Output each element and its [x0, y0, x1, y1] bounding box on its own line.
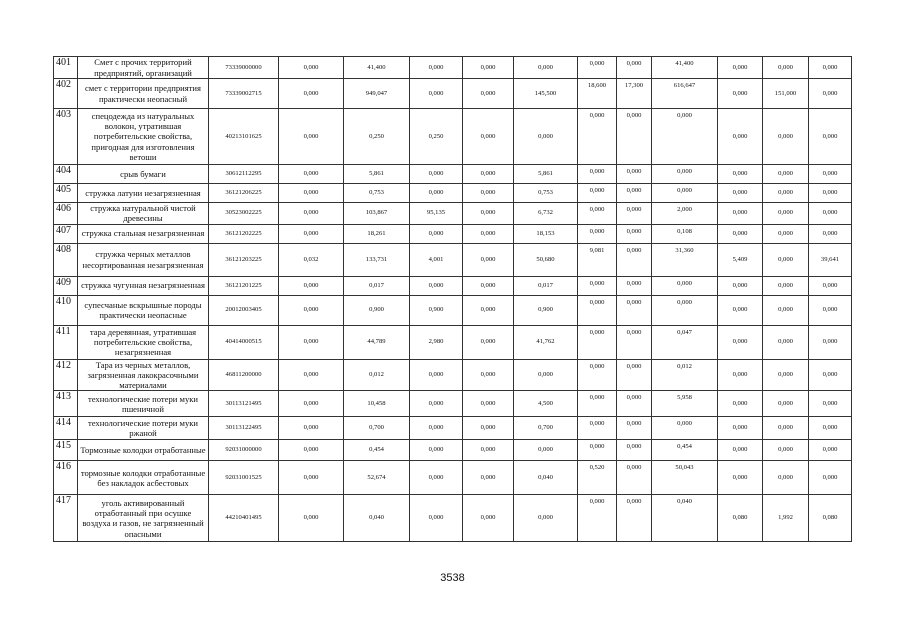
row-number: 409 — [54, 276, 78, 295]
value-cell: 0,000 — [514, 359, 578, 391]
value-cell: 0,000 — [410, 224, 463, 243]
value-cell: 0,000 — [809, 461, 852, 495]
row-number: 404 — [54, 165, 78, 184]
waste-code: 44210401495 — [209, 495, 279, 542]
row-number: 408 — [54, 243, 78, 276]
value-cell: 0,000 — [763, 243, 809, 276]
waste-code: 40213101625 — [209, 109, 279, 165]
value-cell: 0,080 — [718, 495, 763, 542]
value-cell: 151,000 — [763, 79, 809, 109]
value-cell: 5,409 — [718, 243, 763, 276]
value-cell: 0,000 — [279, 359, 344, 391]
table-row — [54, 243, 852, 276]
waste-name: стружка чугунная незагрязненная — [78, 276, 209, 295]
value-cell: 0,000 — [410, 276, 463, 295]
value-cell: 0,040 — [344, 495, 410, 542]
waste-code: 73339000000 — [209, 57, 279, 79]
row-number: 414 — [54, 417, 78, 440]
value-cell: 0,000 — [279, 325, 344, 359]
value-cell: 5,958 — [652, 391, 718, 417]
value-cell: 9,081 — [578, 243, 617, 276]
value-cell: 0,000 — [463, 57, 514, 79]
value-cell: 0,000 — [763, 295, 809, 325]
row-number: 401 — [54, 57, 78, 79]
waste-name: уголь активированный отработанный при осушке воздуха и газов, не загрязненный опасными — [78, 495, 209, 542]
value-cell: 0,000 — [578, 276, 617, 295]
waste-name: спецодежда из натуральных волокон, утратившая потребительские свойства, пригодная для изготовления ветоши — [78, 109, 209, 165]
value-cell: 0,000 — [279, 495, 344, 542]
row-number: 405 — [54, 184, 78, 203]
value-cell: 18,600 — [578, 79, 617, 109]
value-cell: 0,000 — [809, 184, 852, 203]
value-cell: 0,753 — [514, 184, 578, 203]
value-cell: 0,000 — [463, 325, 514, 359]
waste-code: 46811200000 — [209, 359, 279, 391]
value-cell: 4,001 — [410, 243, 463, 276]
value-cell: 616,647 — [652, 79, 718, 109]
waste-name: стружка натуральной чистой древесины — [78, 203, 209, 225]
waste-code: 30612112295 — [209, 165, 279, 184]
value-cell: 17,300 — [617, 79, 652, 109]
value-cell: 5,861 — [344, 165, 410, 184]
value-cell: 0,000 — [578, 391, 617, 417]
value-cell: 0,000 — [763, 276, 809, 295]
value-cell: 0,000 — [617, 165, 652, 184]
value-cell: 0,000 — [463, 224, 514, 243]
value-cell: 0,000 — [279, 165, 344, 184]
row-number: 413 — [54, 391, 78, 417]
value-cell: 18,261 — [344, 224, 410, 243]
value-cell: 0,000 — [463, 391, 514, 417]
value-cell: 0,000 — [463, 203, 514, 225]
value-cell: 0,000 — [578, 325, 617, 359]
table-row — [54, 295, 852, 325]
table-row — [54, 165, 852, 184]
value-cell: 0,753 — [344, 184, 410, 203]
table-row — [54, 57, 852, 79]
value-cell: 0,000 — [809, 165, 852, 184]
value-cell: 0,000 — [718, 79, 763, 109]
value-cell: 0,108 — [652, 224, 718, 243]
table-row — [54, 391, 852, 417]
value-cell: 0,000 — [617, 461, 652, 495]
value-cell: 0,000 — [763, 359, 809, 391]
value-cell: 0,000 — [617, 359, 652, 391]
table-row — [54, 495, 852, 542]
value-cell: 41,400 — [652, 57, 718, 79]
value-cell: 0,000 — [763, 325, 809, 359]
value-cell: 0,000 — [463, 461, 514, 495]
value-cell: 0,017 — [514, 276, 578, 295]
value-cell: 0,000 — [463, 109, 514, 165]
value-cell: 0,000 — [617, 391, 652, 417]
table-row — [54, 184, 852, 203]
value-cell: 39,641 — [809, 243, 852, 276]
value-cell: 0,000 — [763, 109, 809, 165]
value-cell: 6,732 — [514, 203, 578, 225]
value-cell: 0,000 — [809, 276, 852, 295]
table-row — [54, 79, 852, 109]
value-cell: 0,000 — [617, 203, 652, 225]
value-cell: 0,000 — [514, 109, 578, 165]
waste-name: стружка стальная незагрязненная — [78, 224, 209, 243]
value-cell: 52,674 — [344, 461, 410, 495]
value-cell: 4,500 — [514, 391, 578, 417]
waste-name: тормозные колодки отработанные без накладок асбестовых — [78, 461, 209, 495]
value-cell: 0,000 — [463, 79, 514, 109]
value-cell: 95,135 — [410, 203, 463, 225]
value-cell: 0,000 — [652, 276, 718, 295]
waste-name: срыв бумаги — [78, 165, 209, 184]
value-cell: 0,900 — [410, 295, 463, 325]
value-cell: 1,992 — [763, 495, 809, 542]
value-cell: 0,000 — [718, 276, 763, 295]
value-cell: 0,000 — [578, 359, 617, 391]
value-cell: 0,000 — [718, 325, 763, 359]
value-cell: 0,000 — [763, 417, 809, 440]
value-cell: 0,000 — [809, 203, 852, 225]
value-cell: 0,000 — [463, 165, 514, 184]
value-cell: 0,000 — [279, 203, 344, 225]
waste-code: 36121201225 — [209, 276, 279, 295]
waste-code: 92031000000 — [209, 440, 279, 461]
value-cell: 0,000 — [463, 417, 514, 440]
waste-code: 92031001525 — [209, 461, 279, 495]
value-cell: 0,000 — [763, 203, 809, 225]
value-cell: 0,000 — [279, 440, 344, 461]
value-cell: 0,000 — [718, 224, 763, 243]
table-row — [54, 109, 852, 165]
waste-code: 30113121495 — [209, 391, 279, 417]
page-number: 3538 — [440, 572, 465, 584]
value-cell: 10,458 — [344, 391, 410, 417]
value-cell: 0,000 — [578, 224, 617, 243]
value-cell: 0,000 — [809, 417, 852, 440]
row-number: 417 — [54, 495, 78, 542]
value-cell: 0,000 — [652, 417, 718, 440]
row-number: 416 — [54, 461, 78, 495]
row-number: 406 — [54, 203, 78, 225]
row-number: 412 — [54, 359, 78, 391]
value-cell: 0,000 — [410, 359, 463, 391]
waste-name: Тара из черных металлов, загрязненная лакокрасочными материалами — [78, 359, 209, 391]
value-cell: 50,680 — [514, 243, 578, 276]
value-cell: 0,000 — [279, 461, 344, 495]
value-cell: 0,700 — [514, 417, 578, 440]
value-cell: 103,867 — [344, 203, 410, 225]
value-cell: 0,520 — [578, 461, 617, 495]
value-cell: 0,000 — [763, 165, 809, 184]
value-cell: 0,000 — [279, 417, 344, 440]
value-cell: 0,012 — [652, 359, 718, 391]
value-cell: 0,017 — [344, 276, 410, 295]
waste-code: 73339002715 — [209, 79, 279, 109]
waste-name: технологические потери муки ржаной — [78, 417, 209, 440]
value-cell: 0,000 — [718, 57, 763, 79]
value-cell: 0,000 — [718, 391, 763, 417]
value-cell: 0,000 — [809, 79, 852, 109]
value-cell: 0,000 — [463, 440, 514, 461]
value-cell: 2,000 — [652, 203, 718, 225]
value-cell: 0,000 — [578, 440, 617, 461]
value-cell: 0,000 — [809, 295, 852, 325]
row-number: 410 — [54, 295, 78, 325]
value-cell: 133,731 — [344, 243, 410, 276]
value-cell: 0,000 — [463, 495, 514, 542]
value-cell: 0,000 — [279, 57, 344, 79]
value-cell: 0,000 — [514, 57, 578, 79]
value-cell: 0,000 — [809, 325, 852, 359]
value-cell: 0,000 — [617, 224, 652, 243]
waste-name: стружка латуни незагрязненная — [78, 184, 209, 203]
value-cell: 0,000 — [617, 276, 652, 295]
value-cell: 0,000 — [514, 495, 578, 542]
value-cell: 0,000 — [410, 495, 463, 542]
value-cell: 50,043 — [652, 461, 718, 495]
value-cell: 0,000 — [617, 109, 652, 165]
value-cell: 0,000 — [463, 243, 514, 276]
waste-name: смет с территории предприятия практически неопасный — [78, 79, 209, 109]
table-row — [54, 325, 852, 359]
value-cell: 0,040 — [652, 495, 718, 542]
value-cell: 0,000 — [279, 184, 344, 203]
value-cell: 0,000 — [463, 184, 514, 203]
value-cell: 0,000 — [410, 184, 463, 203]
value-cell: 0,000 — [410, 79, 463, 109]
waste-code: 36121206225 — [209, 184, 279, 203]
waste-table — [53, 56, 852, 542]
value-cell: 0,000 — [763, 184, 809, 203]
table-row — [54, 440, 852, 461]
value-cell: 0,000 — [763, 440, 809, 461]
value-cell: 2,980 — [410, 325, 463, 359]
waste-code: 36121202225 — [209, 224, 279, 243]
value-cell: 0,000 — [652, 184, 718, 203]
value-cell: 0,250 — [410, 109, 463, 165]
value-cell: 0,000 — [578, 184, 617, 203]
table-row — [54, 276, 852, 295]
table-row — [54, 203, 852, 225]
row-number: 403 — [54, 109, 78, 165]
row-number: 415 — [54, 440, 78, 461]
waste-name: технологические потери муки пшеничной — [78, 391, 209, 417]
value-cell: 0,000 — [617, 295, 652, 325]
value-cell: 41,762 — [514, 325, 578, 359]
value-cell: 0,040 — [514, 461, 578, 495]
value-cell: 0,000 — [809, 224, 852, 243]
value-cell: 0,000 — [514, 440, 578, 461]
value-cell: 18,153 — [514, 224, 578, 243]
value-cell: 0,000 — [652, 295, 718, 325]
value-cell: 0,000 — [578, 417, 617, 440]
value-cell: 0,032 — [279, 243, 344, 276]
value-cell: 0,000 — [763, 461, 809, 495]
value-cell: 0,900 — [514, 295, 578, 325]
value-cell: 0,000 — [809, 109, 852, 165]
value-cell: 0,000 — [763, 57, 809, 79]
value-cell: 0,000 — [279, 224, 344, 243]
value-cell: 0,000 — [718, 203, 763, 225]
value-cell: 0,012 — [344, 359, 410, 391]
value-cell: 0,000 — [617, 440, 652, 461]
value-cell: 0,000 — [617, 243, 652, 276]
value-cell: 0,000 — [410, 440, 463, 461]
value-cell: 0,000 — [578, 295, 617, 325]
value-cell: 0,000 — [578, 109, 617, 165]
row-number: 402 — [54, 79, 78, 109]
value-cell: 0,000 — [410, 57, 463, 79]
waste-code: 36121203225 — [209, 243, 279, 276]
table-row — [54, 224, 852, 243]
table-row — [54, 461, 852, 495]
value-cell: 0,000 — [617, 325, 652, 359]
value-cell: 0,454 — [652, 440, 718, 461]
value-cell: 5,861 — [514, 165, 578, 184]
value-cell: 0,700 — [344, 417, 410, 440]
value-cell: 0,000 — [463, 295, 514, 325]
value-cell: 0,000 — [809, 359, 852, 391]
value-cell: 0,000 — [410, 461, 463, 495]
row-number: 411 — [54, 325, 78, 359]
waste-name: супесчаные вскрышные породы практически неопасные — [78, 295, 209, 325]
value-cell: 0,000 — [463, 276, 514, 295]
value-cell: 0,000 — [463, 359, 514, 391]
waste-code: 30523002225 — [209, 203, 279, 225]
value-cell: 0,000 — [279, 276, 344, 295]
value-cell: 0,000 — [652, 165, 718, 184]
value-cell: 0,000 — [617, 57, 652, 79]
value-cell: 0,000 — [578, 203, 617, 225]
value-cell: 0,000 — [763, 391, 809, 417]
value-cell: 0,000 — [809, 440, 852, 461]
value-cell: 0,000 — [652, 109, 718, 165]
waste-name: тара деревянная, утратившая потребительские свойства, незагрязненная — [78, 325, 209, 359]
value-cell: 0,000 — [617, 495, 652, 542]
value-cell: 0,000 — [718, 295, 763, 325]
value-cell: 0,000 — [718, 184, 763, 203]
value-cell: 41,400 — [344, 57, 410, 79]
waste-code: 40414000515 — [209, 325, 279, 359]
value-cell: 0,000 — [718, 165, 763, 184]
value-cell: 0,000 — [718, 461, 763, 495]
value-cell: 0,000 — [763, 224, 809, 243]
waste-name: стружка черных металлов несортированная незагрязненная — [78, 243, 209, 276]
value-cell: 0,000 — [718, 359, 763, 391]
value-cell: 0,000 — [718, 109, 763, 165]
waste-name: Тормозные колодки отработанные — [78, 440, 209, 461]
table-row — [54, 359, 852, 391]
waste-code: 20012003405 — [209, 295, 279, 325]
row-number: 407 — [54, 224, 78, 243]
value-cell: 0,000 — [809, 57, 852, 79]
table-row — [54, 417, 852, 440]
value-cell: 0,000 — [279, 109, 344, 165]
value-cell: 0,000 — [617, 417, 652, 440]
value-cell: 0,900 — [344, 295, 410, 325]
value-cell: 0,000 — [578, 57, 617, 79]
value-cell: 44,789 — [344, 325, 410, 359]
value-cell: 0,000 — [578, 165, 617, 184]
value-cell: 0,250 — [344, 109, 410, 165]
value-cell: 0,000 — [809, 391, 852, 417]
value-cell: 0,000 — [718, 440, 763, 461]
waste-code: 30113122495 — [209, 417, 279, 440]
value-cell: 0,454 — [344, 440, 410, 461]
value-cell: 949,047 — [344, 79, 410, 109]
value-cell: 0,000 — [718, 417, 763, 440]
value-cell: 0,000 — [578, 495, 617, 542]
value-cell: 31,360 — [652, 243, 718, 276]
value-cell: 0,080 — [809, 495, 852, 542]
value-cell: 0,000 — [279, 295, 344, 325]
value-cell: 0,000 — [279, 391, 344, 417]
value-cell: 0,047 — [652, 325, 718, 359]
value-cell: 0,000 — [410, 417, 463, 440]
value-cell: 0,000 — [279, 79, 344, 109]
value-cell: 0,000 — [617, 184, 652, 203]
value-cell: 0,000 — [410, 165, 463, 184]
value-cell: 145,500 — [514, 79, 578, 109]
waste-name: Смет с прочих территорий предприятий, организаций — [78, 57, 209, 79]
value-cell: 0,000 — [410, 391, 463, 417]
